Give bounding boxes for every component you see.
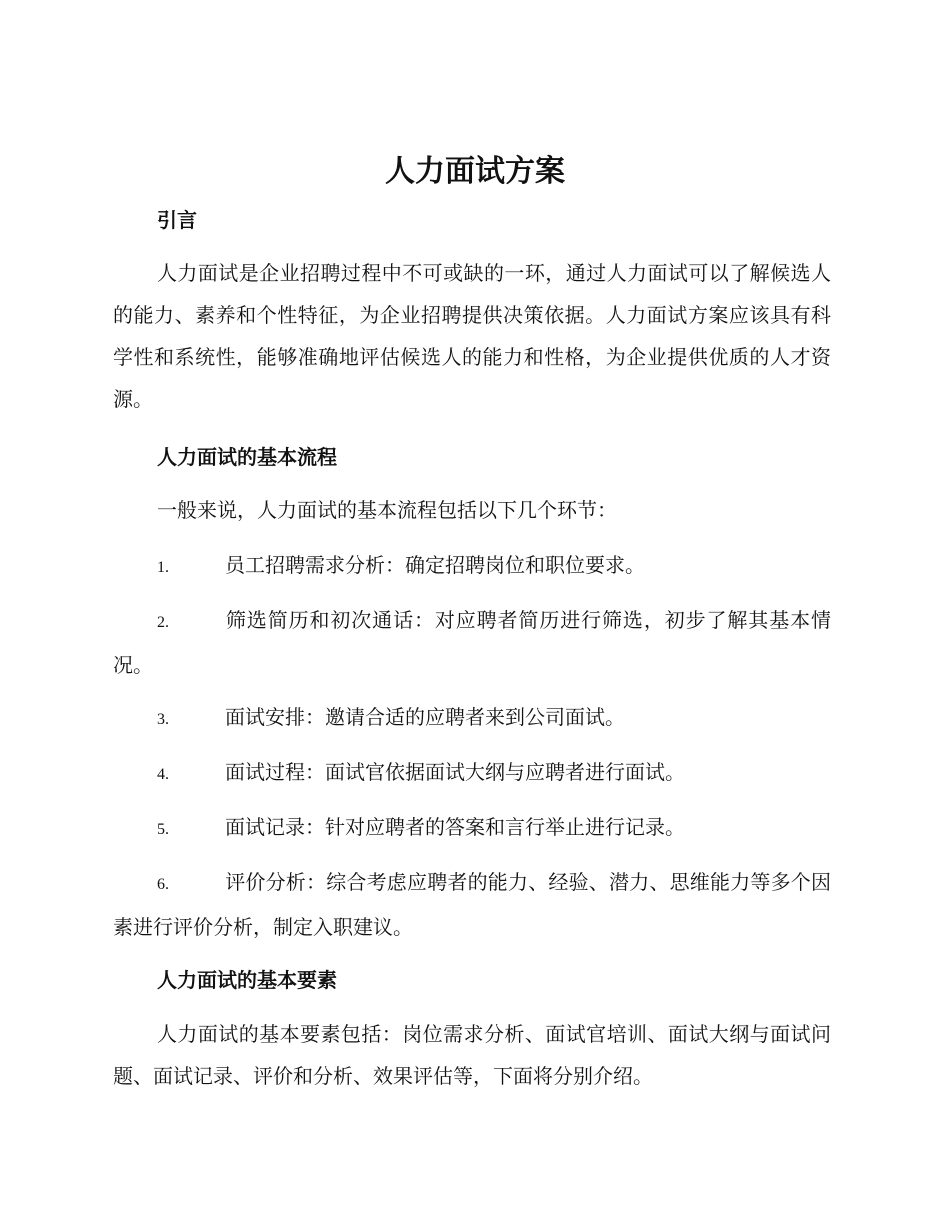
list-item-number: 3. xyxy=(157,711,169,728)
list-item-text: 筛选简历和初次通话：对应聘者简历进行筛选，初步了解其基本情况。 xyxy=(113,608,831,677)
intro-heading: 引言 xyxy=(157,208,197,232)
list-item-text: 面试过程：面试官依据面试大纲与应聘者进行面试。 xyxy=(225,760,685,784)
process-heading: 人力面试的基本流程 xyxy=(157,445,337,469)
list-item-number: 6. xyxy=(157,876,169,893)
document-title: 人力面试方案 xyxy=(385,154,565,189)
elements-heading: 人力面试的基本要素 xyxy=(157,968,337,992)
list-item-text: 员工招聘需求分析：确定招聘岗位和职位要求。 xyxy=(225,553,645,577)
process-list-item xyxy=(113,696,831,741)
list-item-text: 评价分析：综合考虑应聘者的能力、经验、潜力、思维能力等多个因素进行评价分析，制定入职建议。 xyxy=(113,870,831,939)
elements-paragraph: 人力面试的基本要素包括：岗位需求分析、面试官培训、面试大纲与面试问题、面试记录、评价和分析、效果评估等，下面将分别介绍。 xyxy=(113,1022,831,1088)
intro-paragraph: 人力面试是企业招聘过程中不可或缺的一环，通过人力面试可以了解候选人的能力、素养和个性特征，为企业招聘提供决策依据。人力面试方案应该具有科学性和系统性，能够准确地评估候选人的能力和性格，为企业提供优质的人才资源。 xyxy=(113,261,831,411)
list-item-number: 5. xyxy=(157,821,169,838)
process-list-item xyxy=(113,861,831,948)
process-list-item xyxy=(113,544,831,589)
process-list-item xyxy=(113,599,831,686)
list-item-number: 2. xyxy=(157,614,169,631)
process-list-item xyxy=(113,806,831,851)
process-list-item xyxy=(113,751,831,796)
list-item-number: 4. xyxy=(157,766,169,783)
list-item-text: 面试安排：邀请合适的应聘者来到公司面试。 xyxy=(225,705,625,729)
list-item-text: 面试记录：针对应聘者的答案和言行举止进行记录。 xyxy=(225,815,685,839)
list-item-number: 1. xyxy=(157,559,169,576)
process-lead-paragraph: 一般来说，人力面试的基本流程包括以下几个环节： xyxy=(157,498,617,522)
